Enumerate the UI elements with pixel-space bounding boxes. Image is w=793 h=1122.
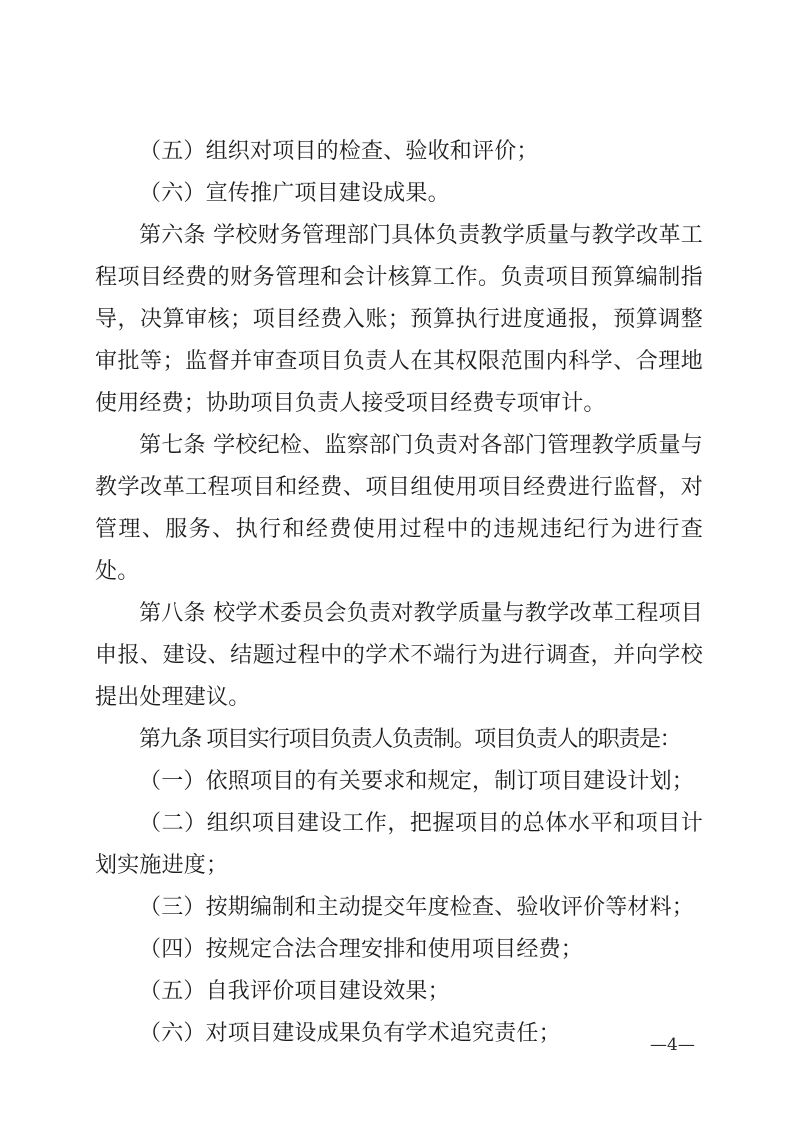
paragraph-leader-duty-item-4: （四）按规定合法合理安排和使用项目经费； xyxy=(139,937,584,962)
paragraph-leader-duty-item-5: （五）自我评价项目建设效果； xyxy=(139,979,450,1004)
paragraph-leader-duty-item-3: （三）按期编制和主动提交年度检查、验收评价等材料； xyxy=(139,895,695,920)
paragraph-leader-duty-item-1: （一）依照项目的有关要求和规定，制订项目建设计划； xyxy=(139,769,695,794)
document-body xyxy=(95,131,703,1055)
paragraph-article-6: 第六条 学校财务管理部门具体负责教学质量与教学改革工程项目经费的财务管理和会计核算工作。负责项目预算编制指导，决算审核；项目经费入账；预算执行进度通报，预算调整审批等；监督并审查项目负责人在其权限范围内科学、合理地使用经费；协助项目负责人接受项目经费专项审计。 xyxy=(95,223,703,416)
paragraph-article-9: 第九条 项目实行项目负责人负责制。项目负责人的职责是： xyxy=(139,727,681,752)
paragraph-dept-duty-item-6: （六）宣传推广项目建设成果。 xyxy=(139,181,450,206)
paragraph-leader-duty-item-6: （六）对项目建设成果负有学术追究责任； xyxy=(139,1021,561,1046)
paragraph-dept-duty-item-5: （五）组织对项目的检查、验收和评价； xyxy=(139,139,539,164)
page-number: —4— xyxy=(650,1035,695,1055)
paragraph-article-7: 第七条 学校纪检、监察部门负责对各部门管理教学质量与教学改革工程项目和经费、项目组使用项目经费进行监督，对管理、服务、执行和经费使用过程中的违规违纪行为进行查处。 xyxy=(95,433,703,584)
paragraph-article-8: 第八条 校学术委员会负责对教学质量与教学改革工程项目申报、建设、结题过程中的学术不端行为进行调查，并向学校提出处理建议。 xyxy=(95,601,703,710)
paragraph-leader-duty-item-2: （二）组织项目建设工作，把握项目的总体水平和项目计划实施进度； xyxy=(95,811,703,878)
